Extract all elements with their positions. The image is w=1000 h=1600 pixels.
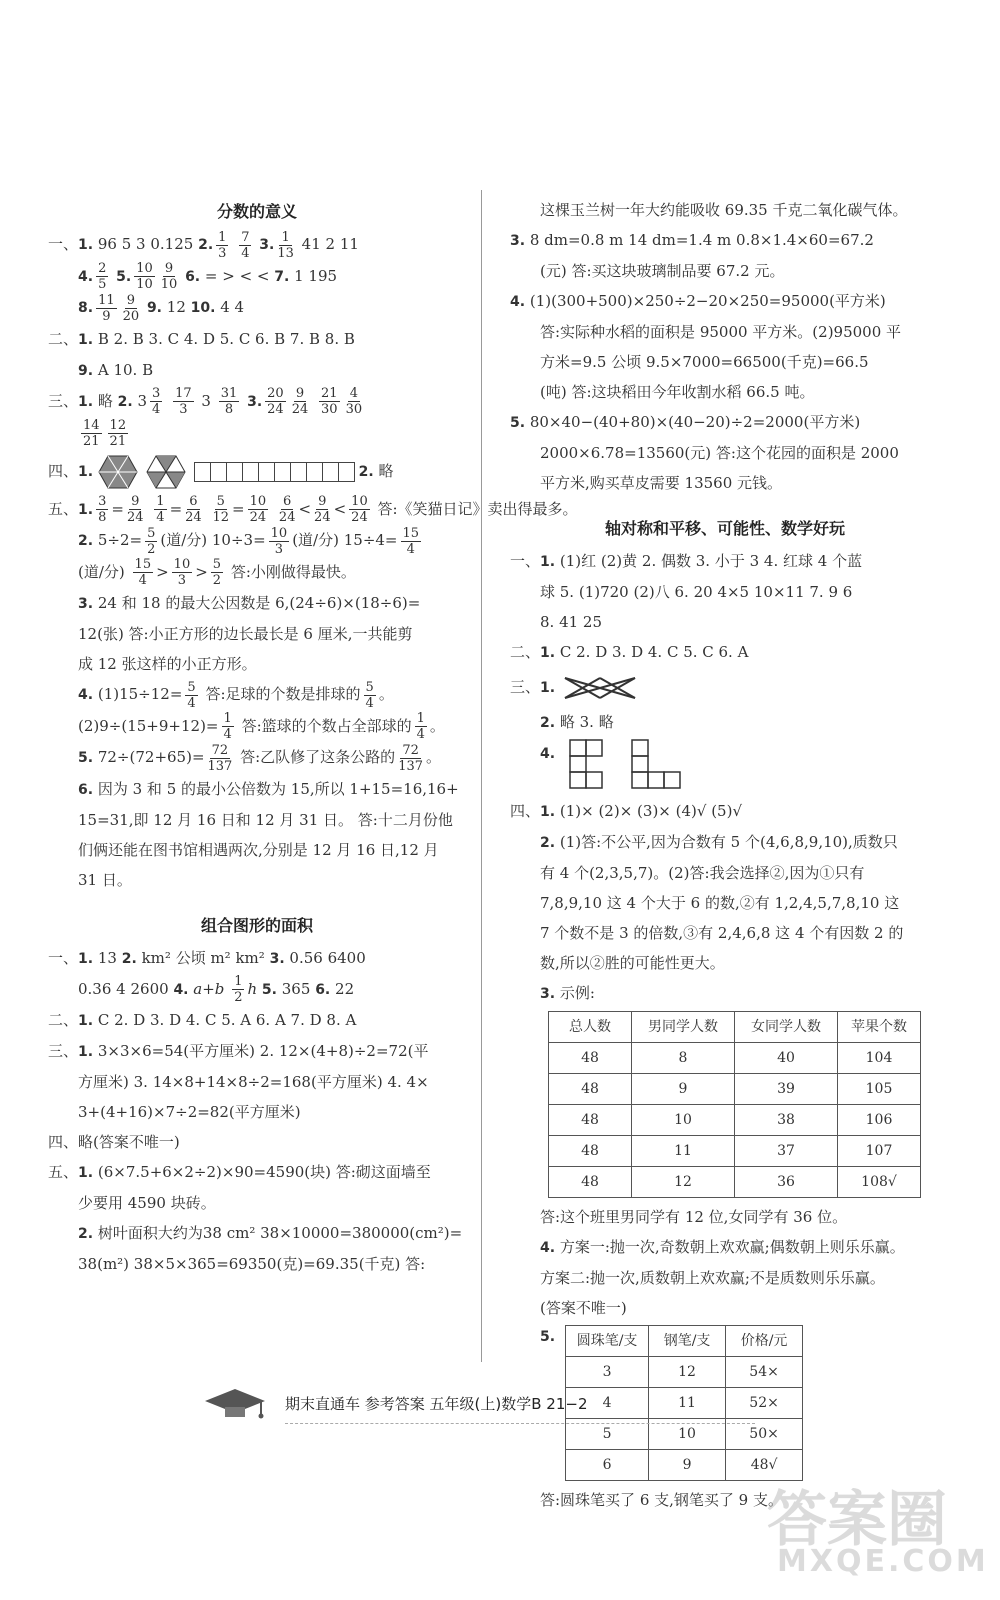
q5-line1: 五、1. $\frac{3}{8}$ = $\frac{9}{24}$ $\frac{1}{4}$ = $\frac{6}{24}$ $\frac{5}{12}$ = $\frac{10}{24}$ $\frac{6}{24}$ < $\frac{9}{24}$ < $\frac{10}{24}$ 答:《笑猫日记》卖出得最多。 bbox=[48, 494, 578, 525]
s4-2-line1: 2. (1)答:不公平,因为合数有 5 个(4,6,8,9,10),质数只 bbox=[540, 833, 898, 851]
watermark-logo bbox=[757, 1472, 992, 1592]
g2-line: 二、1. C 2. D 3. D 4. C 5. A 6. A 7. D 8. A bbox=[48, 1011, 357, 1029]
s3-line2: 2. 略 3. 略 bbox=[540, 713, 614, 731]
graduation-cap-icon bbox=[195, 1383, 275, 1423]
table-pens-wrap: 5. 圆珠笔/支 钢笔/支 价格/元 3 12 54× 4 11 52× 5 10 50× 6 9 48√ bbox=[510, 1323, 940, 1485]
s2-line: 二、1. C 2. D 3. D 4. C 5. C 6. A bbox=[510, 643, 749, 661]
table-apples-wrap bbox=[510, 1011, 940, 1198]
table-header: 圆珠笔/支 bbox=[566, 1326, 649, 1357]
q1-line2: 4. $\frac{2}{5}$ 5. $\frac{10}{10}$ $\frac{9}{10}$ 6. = > < < 7. 1 195 bbox=[78, 261, 338, 292]
q1-line3: 8. $\frac{11}{9}$ $\frac{9}{20}$ 9. 12 10. 4 4 bbox=[78, 292, 245, 324]
s4-4-line2: 方案二:抛一次,质数朝上欢欢赢;不是质数则乐乐赢。 bbox=[540, 1269, 885, 1287]
table-row: 5 10 50× bbox=[566, 1419, 803, 1450]
s1-line1: 一、1. (1)红 (2)黄 2. 偶数 3. 小于 3 4. 红球 4 个蓝 bbox=[510, 552, 863, 570]
q1-line1: 一、1. 96 5 3 0.125 2. $\frac{1}{3}$ $\frac{7}{4}$ 3. $\frac{1}{13}$ 41 2 11 bbox=[48, 229, 359, 261]
g5-line2: 少要用 4590 块砖。 bbox=[78, 1194, 216, 1212]
q5-4-line1: 4. (1)15÷12= $\frac{5}{4}$ 答:足球的个数是排球的 $\frac{5}{4}$ 。 bbox=[78, 679, 394, 711]
section-title: 轴对称和平移、可能性、数学好玩 bbox=[604, 519, 845, 538]
r-5-line3: 平方米,购买草皮需要 13560 元钱。 bbox=[540, 474, 783, 492]
g1-line1: 一、1. 13 2. km² 公顷 m² km² 3. 0.56 6400 bbox=[48, 948, 366, 967]
g1-line2: 0.36 4 2600 4. a+b $\frac{1}{2}$ h 5. 365 6. 22 bbox=[78, 974, 355, 1005]
s1-line2: 球 5. (1)720 (2)八 6. 20 4×5 10×11 7. 9 6 bbox=[540, 583, 853, 601]
r-4-line1: 4. (1)(300+500)×250÷2−20×250=95000(平方米) bbox=[510, 292, 886, 310]
footer-text: 期末直通车 参考答案 五年级(上)数学B 21−2 bbox=[285, 1395, 588, 1413]
table-row: 48 8 40 104 bbox=[549, 1043, 921, 1074]
q5-6-line1: 6. 因为 3 和 5 的最小公倍数为 15,所以 1+15=16,16+ bbox=[78, 779, 459, 798]
q4-line: 四、1. 2. 略 bbox=[48, 449, 466, 494]
g3-line3: 3+(4+16)×7÷2=82(平方厘米) bbox=[78, 1103, 301, 1121]
q5-6-line3: 们俩还能在图书馆相遇两次,分别是 12 月 16 日,12 月 bbox=[78, 840, 439, 859]
footer-rule bbox=[285, 1423, 755, 1424]
q5-6-line4: 31 日。 bbox=[78, 870, 132, 889]
q5-3-line1: 3. 24 和 18 的最大公因数是 6,(24÷6)×(18÷6)= bbox=[78, 594, 421, 612]
g5-line1: 五、1. (6×7.5+6×2÷2)×90=4590(块) 答:砌这面墙至 bbox=[48, 1163, 431, 1181]
s3-line1: 三、1. bbox=[510, 668, 940, 707]
section-title: 组合图形的面积 bbox=[200, 915, 313, 935]
r-5-line1: 5. 80×40−(40+80)×(40−20)÷2=2000(平方米) bbox=[510, 413, 861, 431]
r-5-line2: 2000×6.78=13560(元) 答:这个花园的面积是 2000 bbox=[540, 444, 899, 462]
table-header: 总人数 bbox=[549, 1012, 632, 1043]
q5-4-line2: (2)9÷(15+9+12)= $\frac{1}{4}$ 答:篮球的个数占全部球的 $\frac{1}{4}$ 。 bbox=[78, 711, 445, 742]
q2-line1: 二、1. B 2. B 3. C 4. D 5. C 6. B 7. B 8. B bbox=[48, 329, 355, 348]
g5-line4: 38(m²) 38×5×365=69350(克)=69.35(千克) 答: bbox=[78, 1255, 426, 1273]
g4-line: 四、略(答案不唯一) bbox=[48, 1133, 180, 1151]
column-divider bbox=[481, 190, 482, 1362]
q3-line2: $\frac{14}{21}$ $\frac{12}{21}$ bbox=[83, 417, 127, 449]
table-row: 48 11 37 107 bbox=[549, 1136, 921, 1167]
g3-line2: 方厘米) 3. 14×8+14×8÷2=168(平方厘米) 4. 4× bbox=[78, 1073, 429, 1091]
s4-3-line: 3. 示例: bbox=[540, 984, 595, 1002]
table-apples bbox=[548, 1011, 921, 1198]
right-column bbox=[510, 195, 940, 1515]
section-title: 分数的意义 bbox=[216, 202, 297, 221]
g5-line3: 2. 树叶面积大约为38 cm² 38×10000=380000(cm²)= bbox=[78, 1224, 463, 1242]
hexagon-figure bbox=[146, 454, 186, 490]
table-row: 3 12 54× bbox=[566, 1357, 803, 1388]
footer bbox=[195, 1383, 755, 1423]
q5-6-line2: 15=31,即 12 月 16 日和 12 月 31 日。 答:十二月份他 bbox=[78, 810, 453, 829]
s1-line3: 8. 41 25 bbox=[540, 613, 603, 631]
q5-5-line: 5. 72÷(72+65)= $\frac{72}{137}$ 答:乙队修了这条公路的 $\frac{72}{137}$ 。 bbox=[78, 742, 442, 774]
s4-2-line3: 7,8,9,10 这 4 个大于 6 的数,②有 1,2,4,5,7,8,10 这 bbox=[540, 894, 900, 912]
g3-line1: 三、1. 3×3×6=54(平方厘米) 2. 12×(4+8)÷2=72(平 bbox=[48, 1042, 429, 1060]
table-row: 48 12 36 108√ bbox=[549, 1167, 921, 1198]
s4-2-line2: 有 4 个(2,3,5,7)。(2)答:我会选择②,因为①只有 bbox=[540, 864, 865, 882]
table-header: 钢笔/支 bbox=[649, 1326, 726, 1357]
table-row: 48 9 39 105 bbox=[549, 1074, 921, 1105]
watermark-url: MXQE.COM bbox=[777, 1544, 989, 1579]
q5-3-line2: 12(张) 答:小正方形的边长最长是 6 厘米,一共能剪 bbox=[78, 625, 413, 643]
grid-figures bbox=[560, 738, 700, 794]
r-3-line2: (元) 答:买这块玻璃制品要 67.2 元。 bbox=[540, 262, 785, 280]
q3-line1: 三、1. 略 2. 3 $\frac{3}{4}$ $\frac{17}{3}$ 3 $\frac{31}{8}$ 3. $\frac{20}{24}$ $\frac{9}{24}$ $\frac{21}{30}$ $\frac{4}{30}$ bbox=[48, 386, 363, 417]
table-header: 女同学人数 bbox=[735, 1012, 838, 1043]
r-4-line3: 方米=9.5 公顷 9.5×7000=66500(千克)=66.5 bbox=[540, 353, 869, 371]
s4-4-line3: (答案不唯一) bbox=[540, 1299, 627, 1317]
q5-2-line1: 2. 5÷2= $\frac{5}{2}$ (道/分) 10÷3= $\frac{10}{3}$ (道/分) 15÷4= $\frac{15}{4}$ bbox=[78, 525, 420, 557]
square-strip bbox=[194, 462, 354, 482]
r-4-line4: (吨) 答:这块稻田今年收割水稻 66.5 吨。 bbox=[540, 383, 815, 401]
q2-line2: 9. A 10. B bbox=[78, 360, 154, 379]
hexagon-figure bbox=[98, 454, 138, 490]
table-header: 男同学人数 bbox=[632, 1012, 735, 1043]
s4-2-line5: 数,所以②胜的可能性更大。 bbox=[540, 954, 725, 972]
s4-line1: 四、1. (1)× (2)× (3)× (4)√ (5)√ bbox=[510, 802, 743, 820]
q5-2-line2: (道/分) $\frac{15}{4}$ > $\frac{10}{3}$ > $\frac{5}{2}$ 答:小刚做得最快。 bbox=[78, 557, 356, 588]
s3-line3: 4. bbox=[510, 738, 940, 796]
s4-4-line1: 4. 方案一:抛一次,奇数朝上欢欢赢;偶数朝上则乐乐赢。 bbox=[540, 1238, 905, 1256]
table-row: 4 11 52× bbox=[566, 1388, 803, 1419]
watermark-text: 答案圈 bbox=[767, 1485, 947, 1555]
table-apples-answer: 答:这个班里男同学有 12 位,女同学有 36 位。 bbox=[540, 1208, 848, 1226]
table-pens-answer: 答:圆珠笔买了 6 支,钢笔买了 9 支。 bbox=[540, 1491, 783, 1509]
table-header: 价格/元 bbox=[726, 1326, 803, 1357]
r-4-line2: 答:实际种水稻的面积是 95000 平方米。(2)95000 平 bbox=[540, 323, 902, 341]
table-row: 6 9 48√ bbox=[566, 1450, 803, 1481]
table-header: 苹果个数 bbox=[838, 1012, 921, 1043]
q5-3-line3: 成 12 张这样的小正方形。 bbox=[78, 655, 257, 673]
table-row: 48 10 38 106 bbox=[549, 1105, 921, 1136]
r-line1: 这棵玉兰树一年大约能吸收 69.35 千克二氧化碳气体。 bbox=[540, 201, 908, 219]
matching-lines-figure bbox=[560, 673, 640, 703]
r-3-line1: 3. 8 dm=0.8 m 14 dm=1.4 m 0.8×1.4×60=67.2 bbox=[510, 231, 874, 249]
s4-2-line4: 7 个数不是 3 的倍数,③有 2,4,6,8 这 4 个有因数 2 的 bbox=[540, 924, 904, 942]
